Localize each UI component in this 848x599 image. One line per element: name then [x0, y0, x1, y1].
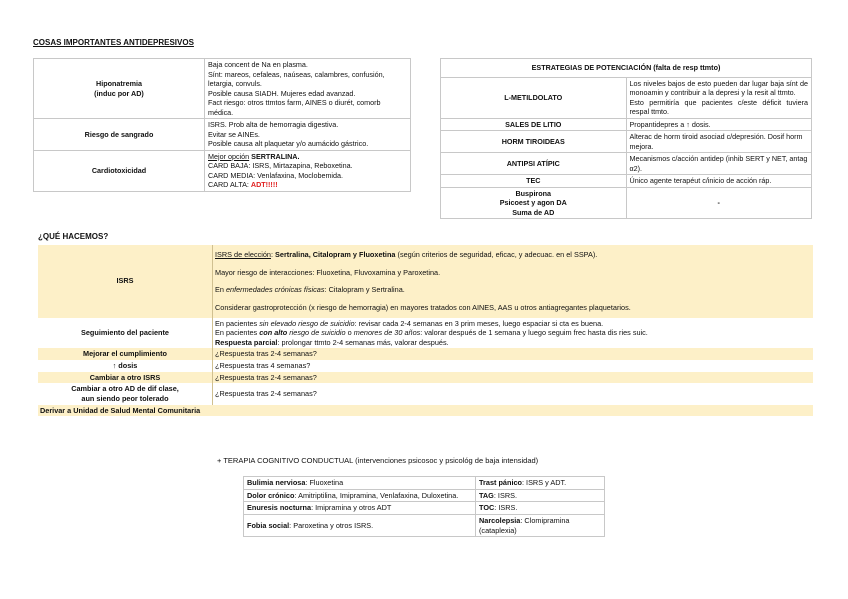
content-line: Posible causa alt plaquetar y/o aumácido gástrico.	[208, 139, 369, 148]
row-label-seguimiento: Seguimiento del paciente	[81, 328, 169, 338]
table-row	[441, 118, 812, 131]
label-line: Psicoest y agon DA	[499, 198, 567, 207]
label-line: Cambiar a otro AD de dif clase,	[71, 384, 179, 394]
label-subtext: (induc por AD)	[94, 88, 144, 98]
content-line: Baja concent de Na en plasma.	[208, 60, 308, 69]
table-row	[441, 153, 812, 175]
indication-cell	[476, 502, 605, 515]
treatment-text: : ISRS.	[494, 503, 518, 513]
table-row	[34, 59, 411, 119]
content-line	[208, 152, 407, 162]
italic-text: sin elevado riesgo de suicidio	[259, 318, 355, 328]
table-row	[441, 187, 812, 219]
table-row	[34, 150, 411, 191]
table-row	[244, 514, 605, 536]
text: : valorar después de 1 semana y luego seguim frec hasta dis ries suic.	[420, 328, 648, 338]
content-line	[215, 328, 811, 338]
row-content-dosis: ¿Respuesta tras 4 semanas?	[213, 360, 814, 372]
content-line: Posible causa SIADH. Mujeres edad avanzad.	[208, 88, 356, 98]
card-alta-warning: ADT!!!!!	[250, 180, 278, 189]
content-line	[215, 338, 811, 348]
indication-cell	[476, 489, 605, 502]
indication-cell	[476, 514, 605, 536]
content-line	[215, 281, 811, 299]
content-line: Sínt: mareos, cefaleas, naúseas, calambres, confusión, letargia, convuls.	[208, 69, 385, 88]
table-row	[38, 372, 813, 384]
row-label-cambiar-isrs: Cambiar a otro ISRS	[89, 372, 161, 382]
derivar-row: Derivar a Unidad de Salud Mental Comunitaria	[40, 405, 201, 415]
table-row	[441, 77, 812, 118]
content-line	[215, 246, 811, 264]
row-content-cambiar-isrs: ¿Respuesta tras 2-4 semanas?	[213, 372, 814, 384]
content-line	[215, 319, 811, 329]
italic-text: riesgo de suicidio	[287, 328, 346, 338]
best-option-text: Mejor opción	[208, 151, 250, 161]
treatment-text: : ISRS.	[493, 490, 517, 500]
row-content: Alterac de horm tiroid asociad c/depresión. Dosif horm mejora.	[626, 131, 812, 153]
potentiation-table	[440, 58, 812, 219]
row-content: Único agente terapéut c/inicio de acción ráp.	[626, 175, 812, 188]
section-title-important: COSAS IMPORTANTES ANTIDEPRESIVOS	[33, 38, 194, 47]
content-line: CARD BAJA: ISRS, Mirtazapina, Reboxetina.	[208, 161, 353, 170]
indication-cell	[244, 502, 476, 515]
text: En pacientes	[215, 328, 260, 338]
table-row	[244, 502, 605, 515]
condition-name: Fobia social	[247, 520, 290, 530]
italic-text: menores de 30 años	[353, 328, 421, 338]
row-content-sangrado	[205, 119, 411, 151]
section-title-what-to-do: ¿QUÉ HACEMOS?	[38, 232, 109, 241]
indication-cell	[476, 477, 605, 490]
row-label-mejorar: Mejorar el cumplimiento	[83, 349, 167, 359]
row-content: -	[626, 187, 812, 219]
side-effects-table	[33, 58, 411, 192]
row-content-mejorar: ¿Respuesta tras 2-4 semanas?	[213, 348, 814, 360]
separator: :	[270, 250, 276, 259]
table-row	[244, 477, 605, 490]
bold-italic-text: con alto	[259, 328, 288, 338]
text: o	[345, 328, 354, 338]
content-line: Fact riesgo: otros ttmtos farm, AINES o diurét, comorb médica.	[208, 98, 381, 117]
row-label: TEC	[441, 175, 627, 188]
treatment-text: : ISRS y ADT.	[521, 478, 567, 487]
row-label-dosis: ↑ dosis	[112, 361, 138, 370]
content-line: Considerar gastroprotección (x riesgo de hemorragia) en mayores tratados con AINES, AAS u otros antiagregantes plaquetarios.	[215, 302, 631, 312]
indication-cell	[244, 489, 476, 502]
isrs-choice-label: ISRS de elección	[215, 250, 271, 259]
table-row	[244, 489, 605, 502]
table-row	[38, 318, 813, 349]
condition-name: Trast pánico	[479, 478, 522, 487]
treatment-text: : Amitriptilina, Imipramina, Venlafaxina, Duloxetina.	[294, 490, 459, 500]
content-line: CARD MEDIA: Venlafaxina, Moclobemida.	[208, 170, 344, 180]
label-text: Hiponatremia	[96, 79, 142, 88]
row-content-isrs	[213, 245, 814, 318]
label-line: aun siendo peor tolerado	[81, 393, 169, 403]
condition-name: Enuresis nocturna	[247, 503, 312, 513]
treatment-text: : Fluoxetina	[305, 478, 344, 487]
table-row	[38, 348, 813, 360]
table-header: ESTRATEGIAS DE POTENCIACIÓN (falta de resp ttmto)	[441, 59, 812, 78]
condition-name: Narcolepsia	[479, 515, 521, 525]
therapy-note: + TERAPIA COGNITIVO CONDUCTUAL (intervenciones psicosoc y psicológ de baja intensidad)	[217, 456, 539, 465]
label-line: Suma de AD	[512, 207, 555, 217]
indications-table	[243, 476, 605, 537]
content-line: Mayor riesgo de interacciones: Fluoxetina, Fluvoxamina y Paroxetina.	[215, 267, 441, 277]
text: : prolongar ttmto 2-4 semanas más, valorar después.	[277, 337, 449, 347]
condition-name: TOC	[479, 503, 495, 513]
text: : revisar cada 2-4 semanas en 3 prim meses, luego espaciar si cta es buena.	[354, 318, 604, 328]
content-line: ISRS. Prob alta de hemorragia digestiva.	[208, 120, 339, 129]
isrs-choice-criteria: (según criterios de seguridad, eficac, y adecuac. en el SSPA).	[395, 250, 598, 259]
row-label: HORM TIROIDEAS	[441, 131, 627, 153]
isrs-choice-drugs: Sertralina, Citalopram y Fluoxetina	[275, 250, 396, 259]
table-row	[38, 360, 813, 372]
table-row	[38, 383, 813, 404]
indication-cell	[244, 514, 476, 536]
table-row	[441, 175, 812, 188]
table-row	[441, 131, 812, 153]
row-content-cambiar-ad: ¿Respuesta tras 2-4 semanas?	[213, 383, 814, 404]
text: En pacientes	[215, 318, 260, 328]
indication-cell	[244, 477, 476, 490]
condition-name: TAG	[479, 490, 494, 500]
row-label	[441, 187, 627, 219]
row-label-isrs: ISRS	[116, 276, 134, 286]
row-content-seguimiento	[213, 318, 814, 349]
row-content: Propantidepres a ↑ dosis.	[626, 118, 812, 131]
row-label-hiponatremia	[34, 59, 205, 119]
card-alta-label: CARD ALTA:	[208, 180, 251, 189]
content-line	[208, 180, 407, 190]
row-label: SALES DE LITIO	[441, 118, 627, 131]
content-line: Los niveles bajos de esto pueden dar lugar baja sínt de monoamin y contribuir a la depresi y la resit al ttmto.	[629, 78, 808, 97]
row-label-cardio: Cardiotoxicidad	[34, 150, 205, 191]
label-line: Buspirona	[515, 188, 552, 198]
table-row	[34, 119, 411, 151]
row-content: Mecanismos c/acción antidep (inhib SERT y NET, antag α2).	[626, 153, 812, 175]
row-label-cambiar-ad	[38, 383, 213, 404]
content-line: Esto permitiría que pacientes c/este déficit tuviera respal ttmto.	[629, 97, 808, 116]
table-header-row	[441, 59, 812, 78]
row-content-hiponatremia	[205, 59, 411, 119]
row-label: L-METILDOLATO	[441, 77, 627, 118]
chronic-diseases-text: enfermedades crónicas físicas	[225, 285, 325, 295]
treatment-text: : Imipramina y otros ADT	[311, 503, 392, 513]
row-label-sangrado: Riesgo de sangrado	[34, 119, 205, 151]
condition-name: Dolor crónico	[247, 490, 295, 500]
text: : Citalopram y Sertralina.	[324, 285, 405, 295]
table-row	[38, 405, 813, 417]
treatment-text: : Paroxetina y otros ISRS.	[289, 520, 374, 530]
table-row	[38, 245, 813, 318]
condition-name: Bulimia nerviosa	[247, 478, 306, 487]
treatment-steps-table	[38, 245, 813, 416]
treatment-text: : Clomipramina (cataplexia)	[479, 515, 570, 535]
text: En	[215, 285, 226, 295]
row-content	[626, 77, 812, 118]
row-label: ANTIPSI ATÍPIC	[441, 153, 627, 175]
partial-response-label: Respuesta parcial	[215, 337, 278, 347]
best-option-drug: SERTRALINA.	[249, 151, 300, 161]
row-content-cardio	[205, 150, 411, 191]
content-line: Evitar se AINEs.	[208, 129, 260, 139]
